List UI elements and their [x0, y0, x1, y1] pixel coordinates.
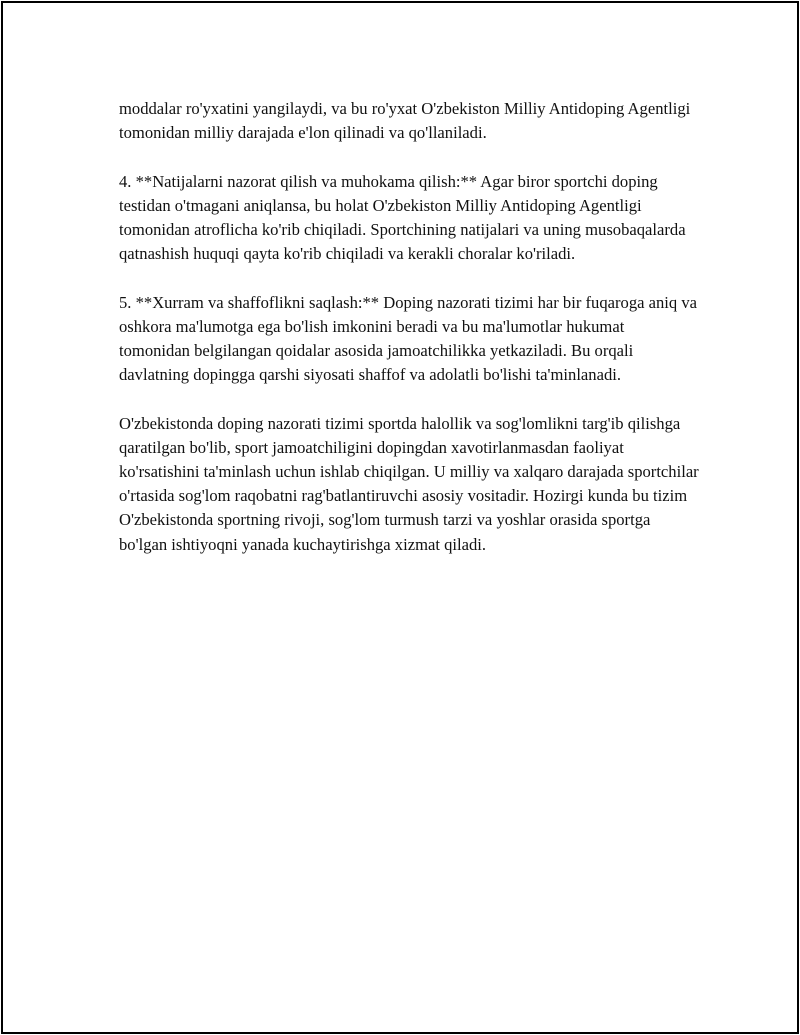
paragraph-item-4: 4. **Natijalarni nazorat qilish va muhokama qilish:** Agar biror sportchi doping testidan o'tmagani aniqlansa, bu holat O'zbekiston Milliy Antidoping Agentligi tomonidan atroflicha ko'rib chiqiladi. Sportchining natijalari va uning musobaqalarda qatnashish huquqi qayta ko'rib chiqiladi va kerakli choralar ko'riladi. [119, 171, 686, 264]
document-body [119, 97, 699, 581]
paragraph-continuation: moddalar ro'yxatini yangilaydi, va bu ro'yxat O'zbekiston Milliy Antidoping Agentligi tomonidan milliy darajada e'lon qilinadi va qo'llaniladi. [119, 99, 691, 143]
paragraph-conclusion: O'zbekistonda doping nazorati tizimi sportda halollik va sog'lomlikni targ'ib qilishga qaratilgan bo'lib, sport jamoatchiligini dopingdan xavotirlanmasdan faoliyat ko'rsatishini ta'minlash uchun ishlab chiqilgan. U milliy va xalqaro darajada sportchilar o'rtasida sog'lom raqobatni rag'batlantiruvchi asosiy vositadir. Hozirgi kunda bu tizim O'zbekistonda sportning rivoji, sog'lom turmush tarzi va yoshlar orasida sportga bo'lgan ishtiyoqni yanada kuchaytirishga xizmat qiladi. [119, 413, 699, 554]
document-page [1, 1, 799, 1034]
paragraph-item-5: 5. **Xurram va shaffoflikni saqlash:** Doping nazorati tizimi har bir fuqaroga aniq va oshkora ma'lumotga ega bo'lish imkonini beradi va bu ma'lumotlar hukumat tomonidan belgilangan qoidalar asosida jamoatchilikka yetkaziladi. Bu orqali davlatning dopingga qarshi siyosati shaffof va adolatli bo'lishi ta'minlanadi. [119, 292, 698, 385]
